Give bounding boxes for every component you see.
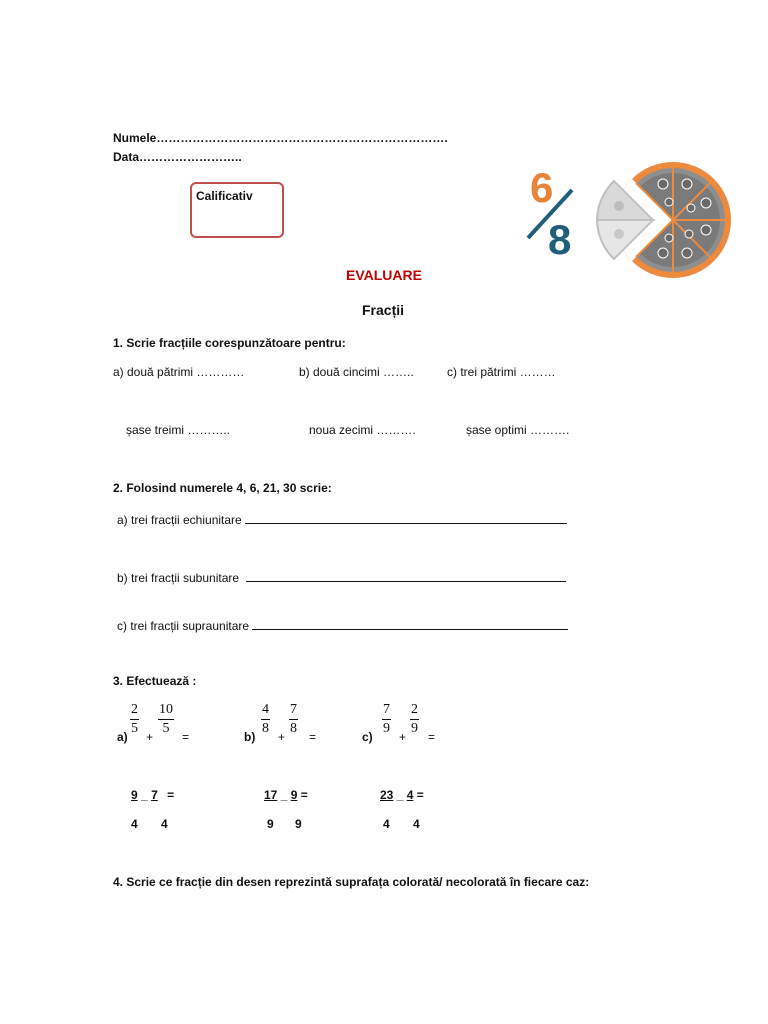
q2-item-c bbox=[117, 617, 568, 633]
fraction-numerator: 2 bbox=[130, 702, 139, 720]
fraction-numerator: 4 bbox=[261, 702, 270, 720]
difference-c bbox=[380, 788, 424, 802]
fraction bbox=[382, 702, 391, 737]
fraction-logo bbox=[490, 150, 760, 310]
fraction-numerator: 9 bbox=[290, 788, 298, 802]
minus-sign: _ bbox=[396, 788, 404, 802]
q1-item: b) două cincimi …….. bbox=[299, 365, 414, 379]
difference-a bbox=[131, 788, 174, 802]
fraction-denominator: 9 bbox=[383, 721, 390, 736]
q1-item: șase optimi ………. bbox=[466, 423, 570, 437]
q2-prompt: 2. Folosind numerele 4, 6, 21, 30 scrie: bbox=[113, 481, 332, 495]
logo-denominator: 8 bbox=[548, 216, 572, 263]
fraction-denominator: 5 bbox=[162, 721, 170, 736]
difference-a-denominators bbox=[131, 817, 168, 831]
plus-sign: + bbox=[278, 730, 286, 744]
fraction bbox=[261, 702, 270, 737]
date-field-label: Data…………………….. bbox=[113, 150, 242, 164]
q2-item-label: a) trei fracții echiunitare bbox=[117, 513, 242, 527]
grade-box-label: Calificativ bbox=[196, 189, 253, 203]
q1-item: șase treimi ……….. bbox=[126, 423, 231, 437]
equals-sign: = bbox=[300, 788, 308, 802]
difference-b-denominators bbox=[267, 817, 302, 831]
equals-sign: = bbox=[182, 730, 190, 744]
q2-item-label: b) trei fracții subunitare bbox=[117, 571, 240, 585]
fraction-numerator: 7 bbox=[382, 702, 391, 720]
answer-line[interactable] bbox=[246, 569, 566, 582]
logo-numerator: 6 bbox=[530, 164, 554, 211]
q3-sum-label: b) bbox=[244, 730, 256, 744]
fraction-numerator: 2 bbox=[410, 702, 419, 720]
equals-sign: = bbox=[167, 788, 175, 802]
minus-sign: _ bbox=[141, 788, 148, 802]
grade-box bbox=[190, 182, 284, 238]
q2-item-label: c) trei fracții supraunitare bbox=[117, 619, 250, 633]
fraction-denominator: 4 bbox=[161, 817, 168, 831]
fraction-numerator: 7 bbox=[151, 788, 158, 802]
fraction-numerator: 17 bbox=[264, 788, 278, 802]
fraction bbox=[158, 702, 174, 737]
fraction-numerator: 7 bbox=[289, 702, 298, 720]
fraction-denominator: 8 bbox=[290, 721, 297, 736]
pizza-six-eighths-icon bbox=[490, 150, 760, 310]
q4-prompt: 4. Scrie ce fracție din desen reprezintă suprafața colorată/ necolorată în fiecare caz: bbox=[113, 875, 590, 889]
plus-sign: + bbox=[146, 730, 154, 744]
q1-item: c) trei pătrimi ……… bbox=[447, 365, 556, 379]
equals-sign: = bbox=[309, 730, 317, 744]
fraction-denominator: 9 bbox=[411, 721, 418, 736]
difference-b bbox=[264, 788, 308, 802]
fraction-denominator: 9 bbox=[267, 817, 274, 831]
fraction bbox=[289, 702, 298, 737]
equals-sign: = bbox=[416, 788, 424, 802]
fraction bbox=[130, 702, 139, 737]
q2-item-a bbox=[117, 511, 567, 527]
q3-prompt: 3. Efectuează : bbox=[113, 674, 197, 688]
q3-sum-label: a) bbox=[117, 730, 128, 744]
answer-line[interactable] bbox=[245, 511, 567, 524]
fraction-numerator: 4 bbox=[406, 788, 414, 802]
q1-prompt: 1. Scrie fracțiile corespunzătoare pentru: bbox=[113, 336, 346, 350]
fraction-denominator: 4 bbox=[413, 817, 420, 831]
difference-c-denominators bbox=[383, 817, 420, 831]
q1-item: noua zecimi ………. bbox=[309, 423, 416, 437]
q1-item: a) două pătrimi ………… bbox=[113, 365, 245, 379]
fraction bbox=[410, 702, 419, 737]
fraction-numerator: 10 bbox=[158, 702, 174, 720]
fraction-numerator: 23 bbox=[380, 788, 394, 802]
page-heading: EVALUARE bbox=[346, 267, 422, 283]
q3-sum-label: c) bbox=[362, 730, 373, 744]
minus-sign: _ bbox=[280, 788, 288, 802]
answer-line[interactable] bbox=[252, 617, 568, 630]
fraction-denominator: 4 bbox=[131, 817, 138, 831]
fraction-denominator: 9 bbox=[295, 817, 302, 831]
equals-sign: = bbox=[428, 730, 436, 744]
plus-sign: + bbox=[399, 730, 407, 744]
page-subheading: Fracții bbox=[362, 302, 405, 318]
q2-item-b bbox=[117, 569, 566, 585]
fraction-numerator: 9 bbox=[131, 788, 138, 802]
fraction-denominator: 8 bbox=[262, 721, 269, 736]
fraction-denominator: 5 bbox=[131, 721, 138, 736]
name-field-label: Numele………………………………………………………………. bbox=[113, 131, 448, 145]
fraction-denominator: 4 bbox=[383, 817, 390, 831]
